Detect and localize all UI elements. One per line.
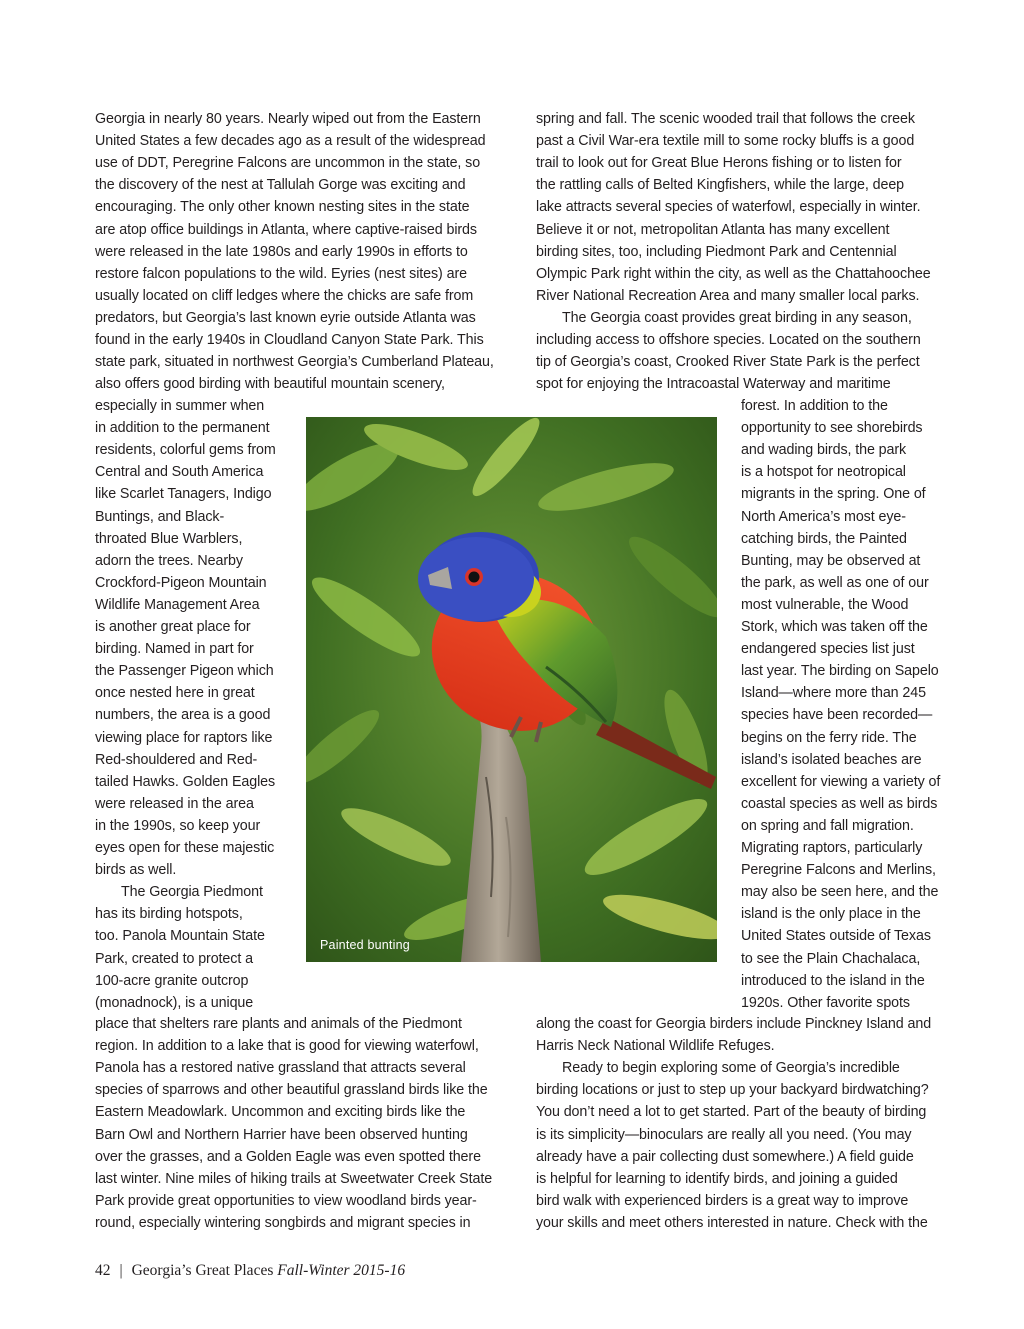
text-line: the rattling calls of Belted Kingfishers, while the large, deep [536, 177, 905, 194]
text-line: birding sites, too, including Piedmont Park and Centennial [536, 243, 897, 260]
text-line: too. Panola Mountain State [95, 928, 265, 945]
text-line: spring and fall. The scenic wooded trail that follows the creek [536, 111, 915, 127]
text-line: tip of Georgia’s coast, Crooked River State Park is the perfect [536, 354, 920, 371]
text-line: Park provide great opportunities to view woodland birds year- [95, 1192, 477, 1209]
text-line: residents, colorful gems from [95, 442, 276, 459]
text-line: including access to offshore species. Located on the southern [536, 332, 921, 348]
text-line: Island—where more than 245 [741, 685, 926, 702]
text-line: Red-shouldered and Red- [95, 751, 258, 768]
photo-caption: Painted bunting [320, 938, 410, 952]
text-line: eyes open for these majestic [95, 840, 275, 856]
text-line: last winter. Nine miles of hiking trails at Sweetwater Creek State [95, 1170, 493, 1187]
text-line: throated Blue Warblers, [95, 530, 243, 547]
text-line: You don’t need a lot to get started. Part of the beauty of birding [536, 1104, 927, 1121]
text-line: Believe it or not, metropolitan Atlanta has many excellent [536, 221, 890, 238]
text-line: catching birds, the Painted [741, 530, 907, 547]
text-line: tailed Hawks. Golden Eagles [95, 773, 276, 790]
text-line: already have a pair collecting dust somewhere.) A field guide [536, 1148, 914, 1165]
text-line: Ready to begin exploring some of Georgia’s incredible [562, 1060, 900, 1077]
text-line: Stork, which was taken off the [741, 619, 928, 635]
text-line: birding locations or just to step up your backyard birdwatching? [536, 1082, 929, 1099]
text-line: island’s isolated beaches are [741, 751, 922, 768]
text-line: especially in summer when [95, 398, 265, 414]
text-line: forest. In addition to the [741, 398, 888, 414]
page-number: 42 [95, 1262, 111, 1279]
text-line: most vulnerable, the Wood [741, 596, 909, 613]
text-line: spot for enjoying the Intracoastal Waterway and maritime [536, 376, 891, 393]
text-line: is a hotspot for neotropical [741, 464, 906, 481]
text-line: Wildlife Management Area [95, 596, 260, 613]
text-line: bird walk with experienced birders is a great way to improve [536, 1192, 909, 1209]
text-line: over the grasses, and a Golden Eagle was even spotted there [95, 1148, 481, 1165]
text-line: (monadnock), is a unique [95, 994, 254, 1011]
text-line: in the 1990s, so keep your [95, 817, 261, 834]
text-line: 1920s. Other favorite spots [741, 994, 910, 1011]
text-line: United States outside of Texas [741, 928, 931, 945]
page-footer [95, 1262, 405, 1280]
text-line: on spring and fall migration. [741, 817, 914, 834]
text-line: along the coast for Georgia birders include Pinckney Island and [536, 1016, 932, 1032]
text-line: encouraging. The only other known nesting sites in the state [95, 199, 470, 216]
text-line: lake attracts several species of waterfowl, especially in winter. [536, 199, 921, 216]
footer-separator: | [119, 1262, 123, 1279]
text-line: Panola has a restored native grassland that attracts several [95, 1060, 466, 1077]
text-line: numbers, the area is a good [95, 707, 271, 724]
text-line: Olympic Park right within the city, as well as the Chattahoochee [536, 265, 931, 282]
text-line: begins on the ferry ride. The [741, 729, 917, 746]
text-line: restore falcon populations to the wild. Eyries (nest sites) are [95, 265, 467, 282]
text-line: past a Civil War-era textile mill to some rocky bluffs is a good [536, 133, 915, 150]
text-line: North America’s most eye- [741, 508, 906, 525]
text-line: use of DDT, Peregrine Falcons are uncommon in the state, so [95, 155, 481, 172]
text-line: Central and South America [95, 464, 264, 481]
text-line: adorn the trees. Nearby [95, 552, 243, 569]
text-line: Park, created to protect a [95, 950, 253, 967]
text-line: birding. Named in part for [95, 641, 254, 658]
publication-name: Georgia’s Great Places [131, 1262, 274, 1279]
text-line: excellent for viewing a variety of [741, 773, 941, 790]
text-line: coastal species as well as birds [741, 795, 938, 812]
text-line: is its simplicity—binoculars are really all you need. (You may [536, 1126, 912, 1143]
text-line: in addition to the permanent [95, 420, 270, 437]
text-line: region. In addition to a lake that is good for viewing waterfowl, [95, 1038, 479, 1055]
text-line: viewing place for raptors like [95, 729, 273, 746]
text-line: once nested here in great [95, 685, 255, 702]
text-line: the park, as well as one of our [741, 574, 929, 591]
painted-bunting-photo [306, 417, 717, 962]
text-line: Barn Owl and Northern Harrier have been observed hunting [95, 1126, 468, 1143]
text-line: birds as well. [95, 862, 177, 879]
text-line: the discovery of the nest at Tallulah Gorge was exciting and [95, 177, 466, 194]
text-line: predators, but Georgia’s last known eyrie outside Atlanta was [95, 309, 476, 326]
text-line: migrants in the spring. One of [741, 486, 926, 503]
text-line: endangered species list just [741, 641, 915, 658]
text-line: island is the only place in the [741, 906, 921, 923]
text-line: River National Recreation Area and many smaller local parks. [536, 287, 920, 304]
text-line: United States a few decades ago as a result of the widespread [95, 133, 486, 150]
text-line: are atop office buildings in Atlanta, where captive-raised birds [95, 221, 477, 238]
text-line: Crockford-Pigeon Mountain [95, 574, 267, 591]
text-line: is helpful for learning to identify birds, and joining a guided [536, 1170, 898, 1187]
text-line: Georgia in nearly 80 years. Nearly wiped out from the Eastern [95, 111, 481, 127]
issue-label: Fall-Winter 2015-16 [277, 1262, 406, 1279]
text-line: has its birding hotspots, [95, 906, 243, 923]
text-line: place that shelters rare plants and animals of the Piedmont [95, 1016, 462, 1032]
text-line: like Scarlet Tanagers, Indigo [95, 486, 272, 503]
text-line: were released in the late 1980s and early 1990s in efforts to [95, 243, 468, 260]
text-line: Harris Neck National Wildlife Refuges. [536, 1038, 775, 1055]
text-line: is another great place for [95, 619, 251, 635]
text-line: usually located on cliff ledges where the chicks are safe from [95, 287, 474, 304]
text-line: Peregrine Falcons and Merlins, [741, 862, 936, 879]
text-line: Eastern Meadowlark. Uncommon and exciting birds like the [95, 1104, 466, 1121]
text-line: the Passenger Pigeon which [95, 663, 274, 680]
text-line: may also be seen here, and the [741, 884, 939, 901]
text-line: species of sparrows and other beautiful grassland birds like the [95, 1082, 488, 1099]
text-line: round, especially wintering songbirds and migrant species in [95, 1214, 471, 1231]
text-line: Migrating raptors, particularly [741, 840, 923, 856]
painted-bunting-image [306, 417, 717, 962]
text-line: The Georgia coast provides great birding in any season, [562, 309, 912, 326]
text-line: Buntings, and Black- [95, 508, 225, 525]
text-line: found in the early 1940s in Cloudland Canyon State Park. This [95, 332, 484, 348]
text-line: your skills and meet others interested in nature. Check with the [536, 1214, 928, 1231]
text-line: Bunting, may be observed at [741, 552, 921, 569]
text-line: last year. The birding on Sapelo [741, 663, 939, 680]
text-line: also offers good birding with beautiful mountain scenery, [95, 376, 445, 393]
text-line: introduced to the island in the [741, 972, 925, 989]
text-line: species have been recorded— [741, 707, 933, 724]
text-line: 100-acre granite outcrop [95, 972, 249, 989]
text-line: opportunity to see shorebirds [741, 420, 923, 437]
text-line: to see the Plain Chachalaca, [741, 950, 921, 967]
text-line: trail to look out for Great Blue Herons fishing or to listen for [536, 155, 902, 172]
text-line: The Georgia Piedmont [121, 884, 263, 901]
text-line: and wading birds, the park [741, 442, 907, 459]
text-line: state park, situated in northwest Georgia’s Cumberland Plateau, [95, 354, 494, 371]
text-line: were released in the area [95, 795, 254, 812]
